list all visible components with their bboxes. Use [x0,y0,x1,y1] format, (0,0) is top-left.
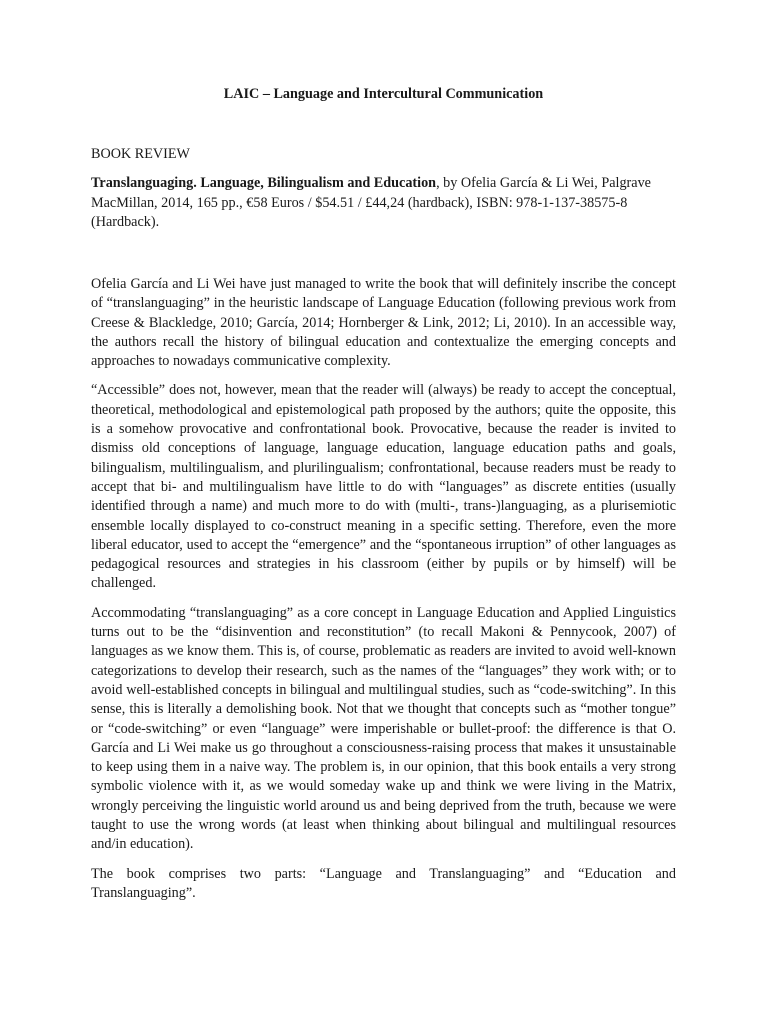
citation-details: , by Ofelia García & Li Wei, Palgrave MacMillan, 2014, 165 pp., €58 Euros / $54.51 / £44,24 (hardback), ISBN: 978-1-137-38575-8 (Hardback). [91,175,651,231]
book-citation [91,174,676,233]
section-label: BOOK REVIEW [91,146,190,162]
paragraph-book-structure: The book comprises two parts: “Language and Translanguaging” and “Education and Translanguaging”. [91,865,676,901]
journal-title: LAIC – Language and Intercultural Communication [223,86,544,102]
document-page [91,0,676,1024]
review-body [91,275,676,913]
paragraph-intro: Ofelia García and Li Wei have just managed to write the book that will definitely inscribe the concept of “translanguaging” in the heuristic landscape of Language Education (following previous work from Creese & Blackledge, 2010; García, 2014; Hornberger & Link, 2012; Li, 2010). In an accessible way, the authors recall the history of bilingual education and contextualize the emerging concepts and approaches to nowadays communicative complexity. [91,276,676,370]
paragraph-accessible: “Accessible” does not, however, mean that the reader will (always) be ready to accept the conceptual, theoretical, methodological and epistemological path proposed by the authors; quite the opposite, this is a somehow provocative and confrontational book. Provocative, because the reader is invited to dismiss old conceptions of language, language education, language education paths and goals, bilingualism, multilingualism, and plurilingualism; confrontational, because readers must be ready to accept that bi- and multilingualism have little to do with “languages” as discrete entities (usually identified through a name) and much more to do with (multi-, trans-)languaging, as a plurisemiotic ensemble locally displayed to co-construct meaning in a specific setting. Therefore, even the more liberal educator, used to accept the “emergence” and the “spontaneous irruption” of other languages as pedagogical resources and strategies in his classroom (either by pupils or by himself) will be challenged. [91,382,676,592]
paragraph-accommodating: Accommodating “translanguaging” as a core concept in Language Education and Applied Linguistics turns out to be the “disinvention and reconstitution” (to recall Makoni & Pennycook, 2007) of languages as we know them. This is, of course, problematic as readers are invited to avoid well-known categorizations to develop their research, such as the names of the “languages” they work with; or to avoid well-established concepts in bilingual and multilingual studies, such as “code-switching”. In this sense, this is literally a demolishing book. Not that we thought that concepts such as “mother tongue” or “code-switching” or even “language” were imperishable or bullet-proof: the difference is that O. García and Li Wei make us go throughout a consciousness-raising process that makes it unsustainable to keep using them in a naive way. The problem is, in our opinion, that this book entails a very strong symbolic violence with it, as we would someday wake up and think we were living in the Matrix, wrongly perceiving the linguistic world around us and being deprived from the truth, because we were taught to use the wrong words (at least when thinking about bilingual and multilingual resources and/in education). [91,604,676,853]
book-title: Translanguaging. Language, Bilingualism and Education [91,175,437,191]
